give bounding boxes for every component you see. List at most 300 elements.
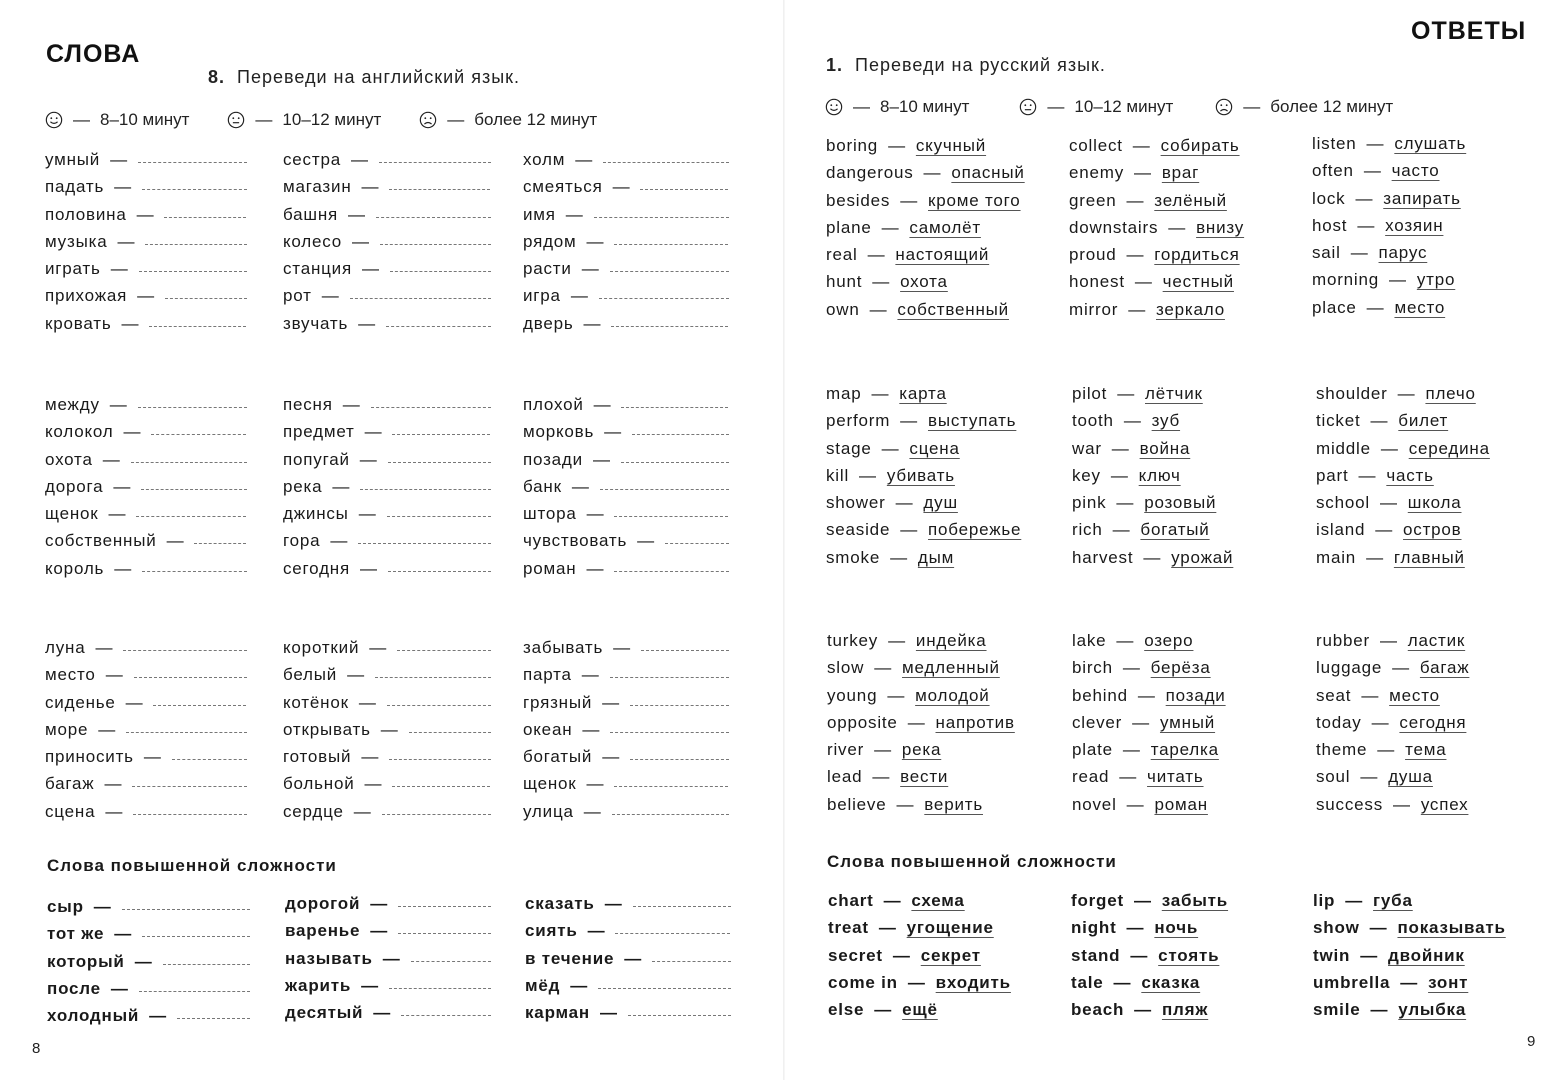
english-word: morning <box>1312 270 1380 290</box>
answer-row <box>1316 411 1490 438</box>
russian-translation: плечо <box>1425 384 1476 403</box>
right-task-instruction <box>826 55 1106 76</box>
dash-separator: — <box>1361 685 1380 705</box>
english-word: river <box>827 740 865 760</box>
answer-blank <box>612 814 729 815</box>
left-page-number: 8 <box>32 1040 41 1057</box>
answer-row <box>1316 439 1490 466</box>
exercise-row <box>285 1003 491 1030</box>
answer-blank <box>600 489 729 490</box>
dash-separator: — <box>382 948 401 968</box>
russian-translation: багаж <box>1419 658 1470 678</box>
russian-translation: убивать <box>886 465 955 485</box>
russian-translation: опасный <box>951 163 1025 183</box>
answer-row <box>1072 767 1226 794</box>
english-word: treat <box>828 918 869 938</box>
english-word: lip <box>1313 891 1336 910</box>
answer-blank <box>628 1015 731 1016</box>
dash-separator: — <box>1123 411 1142 431</box>
answer-blank <box>194 543 246 544</box>
exercise-row <box>523 693 729 720</box>
russian-translation: дым <box>917 547 955 567</box>
dash-separator: — <box>570 975 589 995</box>
english-word: smoke <box>826 547 881 567</box>
exercise-row <box>285 949 491 976</box>
source-word: сердце <box>283 801 344 821</box>
source-word: колесо <box>283 231 343 251</box>
page-gutter <box>783 0 785 1080</box>
russian-translation: внизу <box>1196 217 1245 237</box>
answer-blank <box>640 189 728 190</box>
dash-separator: — <box>900 520 919 540</box>
answer-row <box>1069 300 1244 327</box>
dash-separator: — <box>125 692 144 712</box>
answer-blank <box>603 162 729 163</box>
exercise-row <box>45 205 247 232</box>
exercise-row <box>283 477 491 504</box>
answer-blank <box>615 933 730 934</box>
answer-blank <box>375 677 491 678</box>
source-word: смеяться <box>523 177 603 197</box>
russian-translation: охота <box>900 272 948 292</box>
russian-translation: гордиться <box>1154 245 1240 265</box>
answer-blank <box>389 988 491 989</box>
answer-blank <box>621 407 728 408</box>
exercise-row <box>525 1003 731 1030</box>
dash-separator: — <box>1133 891 1152 910</box>
answer-row <box>827 631 1015 658</box>
word-column <box>283 150 491 341</box>
answer-row <box>1072 686 1226 713</box>
russian-translation: богатый <box>1140 520 1210 540</box>
answer-blank <box>598 988 731 989</box>
answer-blank <box>164 217 246 218</box>
russian-translation: парус <box>1378 243 1428 263</box>
russian-translation: билет <box>1398 411 1449 431</box>
exercise-row <box>283 395 491 422</box>
source-word: дверь <box>523 313 574 333</box>
dash-separator: — <box>105 801 124 821</box>
word-column <box>523 150 729 341</box>
english-word: read <box>1072 767 1110 787</box>
answer-row <box>1316 548 1490 575</box>
dash-separator: — <box>321 286 340 306</box>
russian-translation: секрет <box>920 945 981 965</box>
answer-row <box>1316 713 1469 740</box>
answer-row <box>827 795 1015 822</box>
dash-separator: — <box>1116 631 1135 650</box>
answer-row <box>1071 891 1228 918</box>
russian-translation: забыть <box>1161 891 1229 910</box>
dash-separator: — <box>871 384 890 403</box>
answer-blank <box>392 786 490 787</box>
answer-row <box>1069 163 1244 190</box>
dash-separator: — <box>1345 891 1364 910</box>
english-word: lake <box>1072 631 1107 650</box>
answer-row <box>1313 973 1506 1000</box>
exercise-row <box>45 150 247 177</box>
russian-translation: роман <box>1154 794 1208 814</box>
dash-separator: — <box>888 136 906 155</box>
dash-separator: — <box>1137 685 1156 705</box>
dash-separator: — <box>900 411 918 431</box>
dash-separator: — <box>1379 493 1398 513</box>
dash-separator: — <box>113 476 132 496</box>
english-word: seat <box>1316 685 1352 705</box>
answer-row <box>1069 245 1244 272</box>
answer-row <box>1072 520 1233 547</box>
russian-translation: зеркало <box>1156 299 1225 319</box>
russian-translation: ключ <box>1138 465 1181 485</box>
source-word: песня <box>283 395 333 414</box>
dash-separator: — <box>373 1003 392 1023</box>
english-word: night <box>1071 918 1117 938</box>
russian-translation: верить <box>924 794 983 814</box>
dash-separator: — <box>1132 136 1151 155</box>
russian-translation: часто <box>1391 161 1440 181</box>
russian-translation: главный <box>1393 547 1465 567</box>
answer-row <box>1069 272 1244 299</box>
source-word: холм <box>523 150 566 169</box>
answer-blank <box>632 434 729 435</box>
exercise-row <box>283 259 491 286</box>
dash-separator: — <box>1134 163 1152 183</box>
answer-column <box>1316 631 1469 822</box>
answer-column <box>1312 134 1466 325</box>
english-word: luggage <box>1316 658 1383 678</box>
answer-row <box>1069 191 1244 218</box>
russian-translation: успех <box>1420 794 1469 814</box>
english-word: stage <box>826 438 872 458</box>
exercise-row <box>523 559 729 586</box>
answer-blank <box>388 571 491 572</box>
dash-separator: — <box>587 921 606 941</box>
timing-label: 10–12 минут <box>282 110 382 129</box>
dash-separator: — <box>887 685 906 705</box>
dash-separator: — <box>380 719 399 739</box>
dash-separator: — <box>359 449 378 469</box>
answer-row <box>826 520 1021 547</box>
english-word: clever <box>1072 712 1123 732</box>
answer-row <box>826 300 1025 327</box>
dash-separator: — <box>364 422 383 442</box>
exercise-row <box>283 286 491 313</box>
russian-translation: собственный <box>897 299 1009 319</box>
russian-translation: враг <box>1161 163 1200 183</box>
dash-separator: — <box>637 531 655 551</box>
answer-row <box>826 493 1021 520</box>
dash-separator: — <box>600 1003 618 1023</box>
dash-separator: — <box>105 665 124 685</box>
answer-column <box>828 891 1011 1027</box>
answer-blank <box>652 961 731 962</box>
dash-separator: — <box>881 217 900 237</box>
answer-row <box>1312 161 1466 188</box>
source-word: штора <box>523 504 577 524</box>
dash-separator: — <box>121 313 140 333</box>
answer-blank <box>382 814 491 815</box>
english-word: war <box>1072 438 1102 458</box>
dash-separator: — <box>582 719 601 739</box>
exercise-row <box>45 559 247 586</box>
right-task-number: 1. <box>826 55 844 75</box>
answer-column <box>1316 384 1490 575</box>
left-page-header: СЛОВА <box>46 40 141 68</box>
dash-separator: — <box>874 1000 893 1020</box>
english-word: stand <box>1071 945 1121 965</box>
dash-separator: — <box>581 665 600 685</box>
exercise-row <box>285 894 491 921</box>
source-word: имя <box>523 204 556 224</box>
answer-row <box>826 466 1021 493</box>
exercise-row <box>283 802 491 829</box>
dash-separator: — <box>364 774 383 794</box>
answer-blank <box>149 326 246 327</box>
right-task-text: Переведи на русский язык. <box>855 55 1106 75</box>
answer-row <box>1072 384 1233 411</box>
russian-translation: читать <box>1147 767 1204 787</box>
russian-translation: тема <box>1405 740 1447 760</box>
exercise-row <box>283 665 491 692</box>
answer-row <box>826 245 1025 272</box>
source-word: охота <box>45 449 93 469</box>
exercise-row <box>523 232 729 259</box>
dash-separator: — <box>1371 712 1390 732</box>
russian-translation: сцена <box>909 438 960 458</box>
source-word: умный <box>45 150 101 169</box>
answer-row <box>828 973 1011 1000</box>
answer-row <box>827 686 1015 713</box>
russian-translation: вести <box>900 767 949 787</box>
answer-row <box>1316 686 1469 713</box>
english-word: twin <box>1313 945 1351 965</box>
answer-row <box>1312 298 1466 325</box>
dash-separator: — <box>1143 547 1162 567</box>
dash-separator: — <box>1350 243 1369 263</box>
source-word: расти <box>523 259 572 279</box>
dash-separator: — <box>358 692 377 712</box>
source-word: рядом <box>523 231 577 251</box>
neutral-face-icon <box>1019 98 1037 116</box>
sad-face-icon <box>1215 98 1233 116</box>
source-word: роман <box>523 558 577 578</box>
answer-blank <box>172 759 247 760</box>
dash-separator: — <box>359 558 378 578</box>
english-word: rubber <box>1316 631 1370 650</box>
answer-row <box>1072 631 1226 658</box>
english-word: forget <box>1071 891 1124 910</box>
english-word: chart <box>828 891 874 910</box>
answer-blank <box>386 326 491 327</box>
dash-separator: — <box>1380 438 1399 458</box>
english-word: collect <box>1069 136 1123 155</box>
answer-blank <box>380 244 491 245</box>
dash-separator: — <box>890 547 908 567</box>
russian-translation: зуб <box>1151 411 1181 431</box>
right-page-number: 9 <box>1527 1033 1536 1050</box>
answer-blank <box>614 516 728 517</box>
answer-blank <box>142 936 250 937</box>
source-word: грязный <box>523 692 593 712</box>
neutral-face-icon <box>227 111 245 129</box>
russian-translation: остров <box>1403 520 1462 540</box>
answer-blank <box>594 217 729 218</box>
answer-blank <box>641 650 729 651</box>
exercise-row <box>45 774 247 801</box>
source-word: море <box>45 719 89 739</box>
dash-separator: — <box>361 177 380 197</box>
english-word: honest <box>1069 272 1125 292</box>
russian-translation: тарелка <box>1150 740 1219 760</box>
answer-row <box>826 163 1025 190</box>
source-word: щенок <box>45 504 99 524</box>
happy-face-icon <box>825 98 843 116</box>
english-word: island <box>1316 520 1366 540</box>
russian-translation: губа <box>1373 891 1413 910</box>
dash-separator: — <box>1119 767 1138 787</box>
answer-blank <box>138 407 247 408</box>
exercise-row <box>283 504 491 531</box>
english-word: key <box>1072 465 1101 485</box>
source-word: дорогой <box>285 894 361 913</box>
source-word: сестра <box>283 150 341 169</box>
english-word: seaside <box>826 520 891 540</box>
english-word: success <box>1316 794 1384 814</box>
answer-row <box>828 918 1011 945</box>
english-word: slow <box>827 658 865 678</box>
timing-item: — 8–10 минут <box>45 110 189 130</box>
english-word: soul <box>1316 767 1351 787</box>
answer-blank <box>398 906 491 907</box>
source-word: играть <box>45 259 101 279</box>
exercise-row <box>525 894 731 921</box>
source-word: после <box>47 978 101 998</box>
answer-column <box>826 136 1025 327</box>
russian-translation: молодой <box>915 685 990 705</box>
dash-separator: — <box>1116 493 1135 513</box>
dash-separator: — <box>330 531 349 551</box>
source-word: карман <box>525 1003 590 1023</box>
russian-translation: берёза <box>1150 658 1211 678</box>
source-word: луна <box>45 638 86 657</box>
exercise-row <box>45 531 247 558</box>
exercise-row <box>47 897 250 924</box>
exercise-row <box>523 504 729 531</box>
english-word: map <box>826 384 862 403</box>
answer-row <box>1072 411 1233 438</box>
word-column <box>45 395 247 586</box>
dash-separator: — <box>1377 740 1396 760</box>
source-word: морковь <box>523 422 595 442</box>
exercise-row <box>283 531 491 558</box>
dash-separator: — <box>114 924 133 944</box>
answer-blank <box>665 543 729 544</box>
dash-separator: — <box>361 747 380 767</box>
exercise-row <box>523 395 729 422</box>
dash-separator: — <box>1366 134 1385 153</box>
answer-blank <box>630 759 729 760</box>
english-word: real <box>826 245 858 265</box>
answer-row <box>1072 548 1233 575</box>
dash-separator: — <box>612 177 631 197</box>
exercise-row <box>283 177 491 204</box>
english-word: young <box>827 685 878 705</box>
english-word: pink <box>1072 493 1107 513</box>
source-word: забывать <box>523 638 604 657</box>
right-hard-words-title: Слова повышенной сложности <box>827 852 1117 871</box>
exercise-row <box>45 477 247 504</box>
answer-row <box>1072 493 1233 520</box>
source-word: щенок <box>523 774 577 794</box>
answer-column <box>1313 891 1506 1027</box>
english-word: proud <box>1069 245 1117 265</box>
answer-row <box>1072 713 1226 740</box>
source-word: рот <box>283 286 312 306</box>
answer-blank <box>133 814 247 815</box>
answer-blank <box>139 271 247 272</box>
source-word: варенье <box>285 921 361 941</box>
source-word: жарить <box>285 975 352 995</box>
answer-row <box>1316 658 1469 685</box>
dash-separator: — <box>586 558 605 578</box>
russian-translation: кроме того <box>928 190 1021 210</box>
answer-blank <box>409 732 491 733</box>
timing-item: — 10–12 минут <box>227 110 381 130</box>
english-word: umbrella <box>1313 972 1391 992</box>
answer-blank <box>360 489 491 490</box>
english-word: perform <box>826 411 891 431</box>
russian-translation: позади <box>1165 685 1226 705</box>
source-word: белый <box>283 665 338 685</box>
dash-separator: — <box>1134 272 1153 292</box>
answer-row <box>826 548 1021 575</box>
answer-column <box>1071 891 1228 1027</box>
dash-separator: — <box>114 558 133 578</box>
source-word: сиять <box>525 921 578 941</box>
answer-blank <box>142 189 247 190</box>
dash-separator: — <box>108 504 127 524</box>
answer-blank <box>610 732 729 733</box>
dash-separator: — <box>361 975 379 995</box>
answer-blank <box>134 677 247 678</box>
dash-separator: — <box>892 945 911 965</box>
dash-separator: — <box>98 719 117 739</box>
english-word: come in <box>828 972 898 992</box>
dash-separator: — <box>1134 1000 1152 1020</box>
timing-label: более 12 минут <box>474 110 598 129</box>
dash-separator: — <box>136 204 155 224</box>
english-word: harvest <box>1072 547 1134 567</box>
russian-translation: индейка <box>915 631 987 650</box>
answer-blank <box>142 571 247 572</box>
english-word: novel <box>1072 794 1117 814</box>
word-column <box>285 894 491 1030</box>
russian-translation: угощение <box>906 918 994 938</box>
exercise-row <box>45 747 247 774</box>
sad-face-icon <box>419 111 437 129</box>
dash-separator: — <box>895 493 914 513</box>
russian-translation: настоящий <box>895 245 990 265</box>
english-word: often <box>1312 161 1354 181</box>
exercise-row <box>283 747 491 774</box>
dash-separator: — <box>1110 465 1129 485</box>
russian-translation: побережье <box>928 520 1022 540</box>
answer-column <box>826 384 1021 575</box>
answer-blank <box>139 991 250 992</box>
dash-separator: — <box>581 259 600 279</box>
source-word: джинсы <box>283 504 349 524</box>
timing-label: более 12 минут <box>1270 97 1394 116</box>
